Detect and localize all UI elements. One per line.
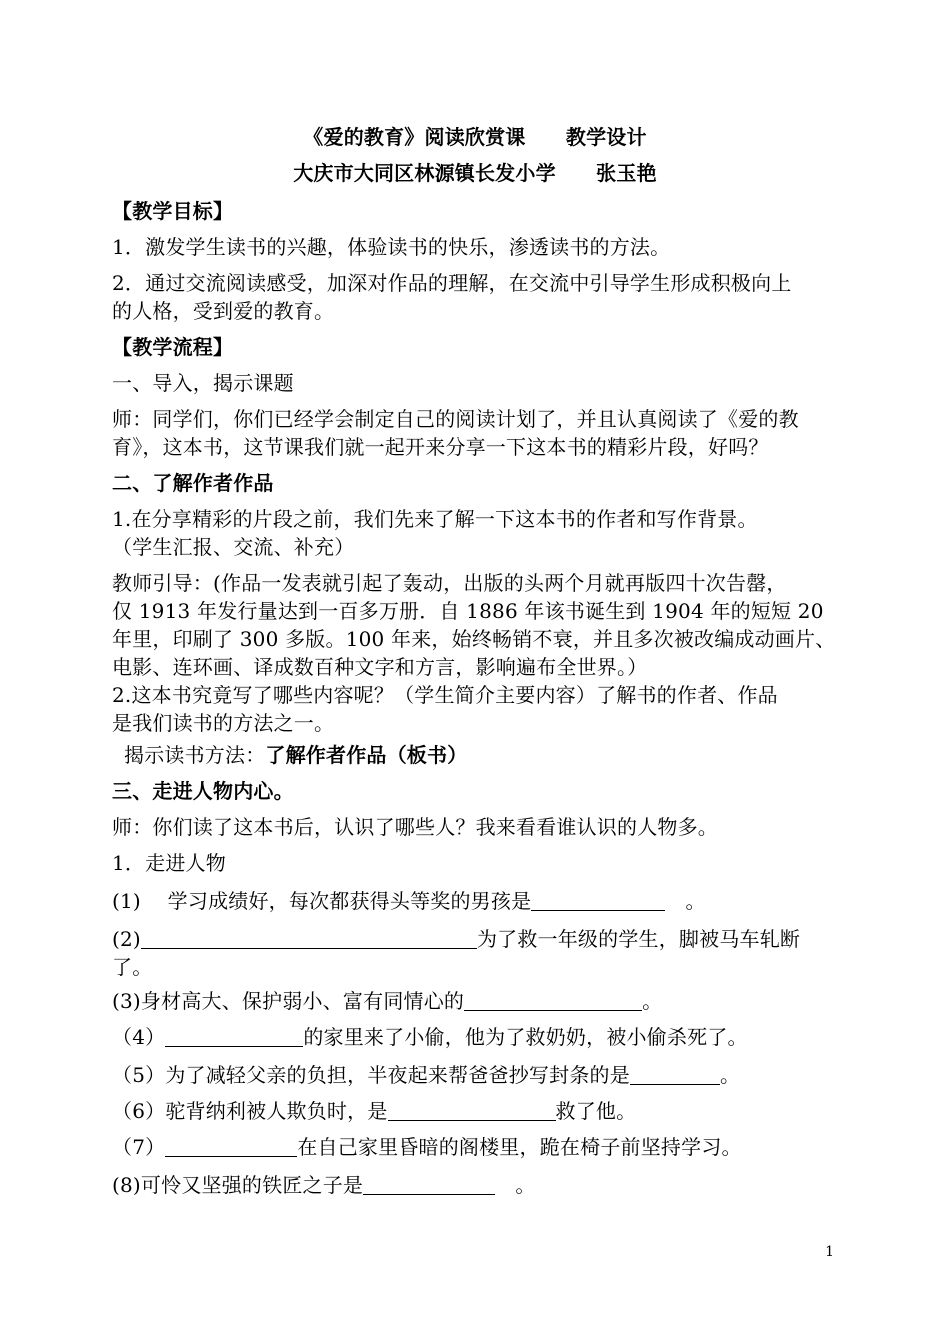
section-2-paragraph-1-line-1: 1.在分享精彩的片段之前，我们先来了解一下这本书的作者和写作背景。 (112, 507, 758, 531)
answer-blank-6[interactable] (388, 1100, 556, 1121)
section-2-paragraph-3-line-1: 2.这本书究竟写了哪些内容呢？（学生简介主要内容）了解书的作者、作品 (112, 683, 778, 707)
question-6 (112, 1097, 842, 1125)
section-2-paragraph-1-line-2: （学生汇报、交流、补充） (112, 535, 355, 559)
answer-blank-5[interactable] (630, 1064, 720, 1085)
reading-method-line (124, 741, 854, 769)
question-3 (112, 987, 842, 1015)
question-6-text: （6）驼背纳利被人欺负时，是 (112, 1099, 388, 1123)
question-2-text: 为了救一年级的学生，脚被马车轧断 (476, 927, 801, 951)
answer-blank-2[interactable] (141, 928, 477, 949)
question-8-end: 。 (495, 1173, 536, 1197)
section-1-heading: 一、导入，揭示课题 (112, 371, 294, 395)
question-1-end: 。 (665, 889, 706, 913)
answer-blank-4[interactable] (165, 1026, 303, 1047)
question-2-number: (2) (112, 927, 141, 951)
section-1-paragraph-line-2: 育》，这本书，这节课我们就一起开来分享一下这本书的精彩片段，好吗？ (112, 435, 769, 459)
answer-blank-8[interactable] (363, 1174, 495, 1195)
section-2-paragraph-2-line-3: 年里，印刷了 300 多版。100 年来，始终畅销不衰，并且多次被改编成动画片、 (112, 627, 836, 651)
question-5-text: （5）为了减轻父亲的负担，半夜起来帮爸爸抄写封条的是 (112, 1063, 630, 1087)
document-title: 《爱的教育》阅读欣赏课 教学设计 (303, 125, 647, 149)
objectives-heading: 【教学目标】 (112, 199, 234, 223)
question-4-number: （4） (112, 1025, 166, 1049)
question-6-end: 救了他。 (555, 1099, 637, 1123)
question-7 (112, 1133, 842, 1161)
objective-item-2-line-2: 的人格，受到爱的教育。 (112, 299, 335, 323)
answer-blank-1[interactable] (531, 890, 665, 911)
section-2-heading: 二、了解作者作品 (112, 471, 274, 495)
objective-item-2-line-1: 2．通过交流阅读感受，加深对作品的理解，在交流中引导学生形成积极向上 (112, 271, 792, 295)
page-number: 1 (825, 1244, 834, 1260)
section-3-intro: 师：你们读了这本书后，认识了哪些人？我来看看谁认识的人物多。 (112, 815, 718, 839)
question-2-line-2: 了。 (112, 955, 153, 979)
author-line: 大庆市大同区林源镇长发小学 张玉艳 (293, 161, 657, 185)
question-1-text: (1) 学习成绩好，每次都获得头等奖的男孩是 (112, 889, 532, 913)
reading-method-prefix: 揭示读书方法： (124, 743, 266, 767)
answer-blank-7[interactable] (165, 1136, 297, 1157)
section-3-heading: 三、走进人物内心。 (112, 779, 294, 803)
question-1 (112, 887, 842, 915)
question-5-end: 。 (719, 1063, 741, 1087)
question-5 (112, 1061, 842, 1089)
section-3-subheading: 1．走进人物 (112, 851, 226, 875)
question-4-text: 的家里来了小偷，他为了救奶奶，被小偷杀死了。 (303, 1025, 748, 1049)
question-3-end: 。 (642, 989, 663, 1013)
question-3-text: (3)身材高大、保护弱小、富有同情心的 (112, 989, 465, 1013)
question-8-text: (8)可怜又坚强的铁匠之子是 (112, 1173, 364, 1197)
question-8 (112, 1171, 842, 1199)
section-2-paragraph-2-line-4: 电影、连环画、译成数百种文字和方言，影响遍布全世界。） (112, 655, 648, 679)
section-2-paragraph-3-line-2: 是我们读书的方法之一。 (112, 711, 335, 735)
question-7-text: 在自己家里昏暗的阁楼里，跪在椅子前坚持学习。 (297, 1135, 742, 1159)
question-2-line-1 (112, 925, 842, 953)
section-2-paragraph-2-line-1: 教师引导：(作品一发表就引起了轰动，出版的头两个月就再版四十次告罄， (112, 571, 787, 595)
section-2-paragraph-2-line-2: 仅 1913 年发行量达到一百多万册．自 1886 年该书诞生到 1904 年的短短 20 (112, 599, 824, 623)
question-4 (112, 1023, 842, 1051)
reading-method-bold: 了解作者作品（板书） (265, 743, 468, 767)
section-1-paragraph-line-1: 师：同学们，你们已经学会制定自己的阅读计划了，并且认真阅读了《爱的教 (112, 407, 799, 431)
objective-item-1: 1．激发学生读书的兴趣，体验读书的快乐，渗透读书的方法。 (112, 235, 671, 259)
process-heading: 【教学流程】 (112, 335, 234, 359)
question-7-number: （7） (112, 1135, 166, 1159)
answer-blank-3[interactable] (464, 990, 642, 1011)
